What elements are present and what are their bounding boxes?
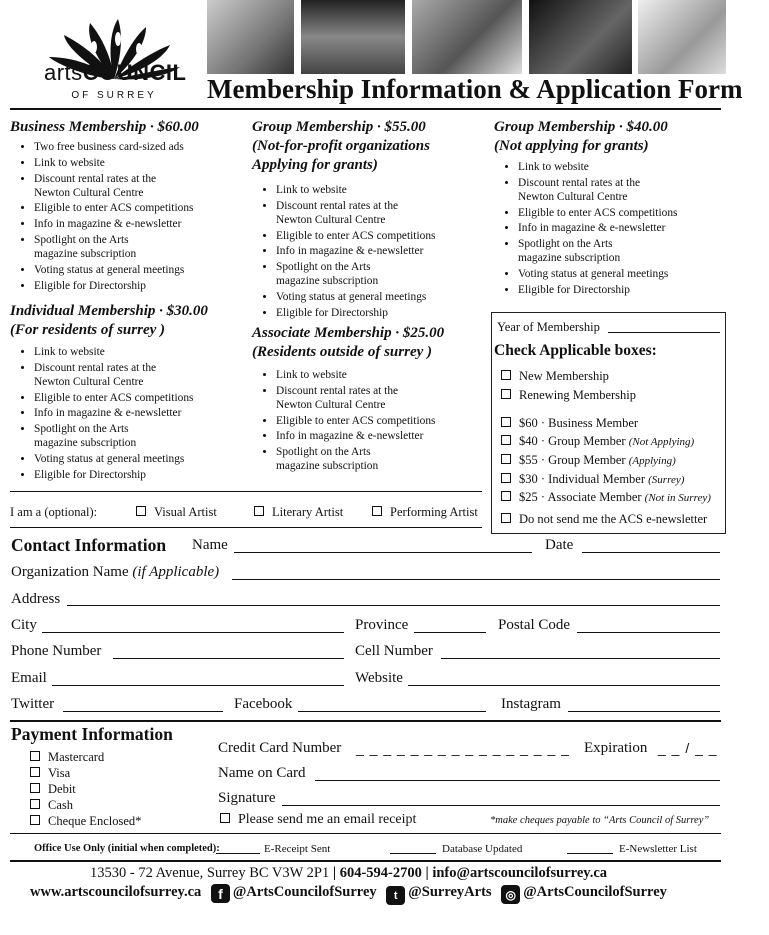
arts-council-logo bbox=[44, 2, 187, 102]
visa-option[interactable]: Visa bbox=[30, 766, 70, 781]
twitter-icon: t bbox=[386, 886, 405, 905]
cell-label: Cell Number bbox=[355, 643, 433, 659]
cheque-option[interactable]: Cheque Enclosed* bbox=[30, 814, 141, 829]
list-item: • Discount rental rates at the Newton Cultural Centre bbox=[34, 361, 184, 389]
list-item: • Spotlight on the Arts magazine subscription bbox=[276, 260, 406, 288]
associate-benefits bbox=[252, 368, 482, 473]
group-not-applying-option[interactable]: $40 · Group Member (Not Applying) bbox=[501, 434, 694, 449]
database-label: Database Updated bbox=[442, 843, 523, 855]
performing-artist-option[interactable]: Performing Artist bbox=[372, 505, 478, 520]
province-input[interactable] bbox=[414, 632, 486, 633]
contact-heading: Contact Information bbox=[11, 535, 167, 555]
divider bbox=[10, 491, 482, 492]
cheque-note: *make cheques payable to “Arts Council of Surrey” bbox=[490, 815, 710, 826]
instagram-handle[interactable]: @ArtsCouncilofSurrey bbox=[523, 884, 667, 900]
list-item: • Voting status at general meetings bbox=[34, 452, 240, 466]
group-np-subtitle: (Not-for-profit organizations Applying for grants) bbox=[252, 138, 430, 173]
org-address: 13530 - 72 Avenue, Surrey BC V3W 2P1 bbox=[90, 865, 330, 881]
artist-label: I am a (optional): bbox=[10, 505, 98, 519]
name-on-card-label: Name on Card bbox=[218, 765, 306, 781]
checkbox[interactable] bbox=[372, 506, 382, 516]
new-membership-option[interactable]: New Membership bbox=[501, 369, 609, 384]
debit-option[interactable]: Debit bbox=[30, 782, 76, 797]
group-na-subtitle: (Not applying for grants) bbox=[494, 138, 649, 154]
individual-title: Individual Membership · $30.00 bbox=[10, 303, 208, 319]
list-item: • Info in magazine & e-newsletter bbox=[518, 221, 724, 235]
twitter-input[interactable] bbox=[63, 711, 223, 712]
individual-membership bbox=[10, 302, 240, 484]
list-item: • Eligible to enter ACS competitions bbox=[34, 201, 240, 215]
address-input[interactable] bbox=[67, 605, 720, 606]
checkbox[interactable] bbox=[501, 491, 511, 501]
date-label: Date bbox=[545, 537, 574, 553]
list-item: • Spotlight on the Arts magazine subscription bbox=[34, 422, 164, 450]
list-item: • Voting status at general meetings bbox=[518, 267, 724, 281]
list-item: • Info in magazine & e-newsletter bbox=[34, 217, 240, 231]
list-item: • Eligible for Directorship bbox=[518, 283, 724, 297]
checkbox[interactable] bbox=[30, 799, 40, 809]
newsletter-initial-input[interactable] bbox=[567, 853, 613, 854]
business-benefits bbox=[10, 140, 240, 293]
cash-option[interactable]: Cash bbox=[30, 798, 73, 813]
logo-wordmark: artsCOUNCIL bbox=[44, 60, 187, 85]
list-item: • Eligible for Directorship bbox=[276, 306, 482, 320]
receipt-initial-input[interactable] bbox=[216, 853, 260, 854]
postal-label: Postal Code bbox=[498, 617, 571, 633]
associate-option[interactable]: $25 · Associate Member (Not in Surrey) bbox=[501, 490, 711, 505]
literary-artist-option[interactable]: Literary Artist bbox=[254, 505, 343, 520]
individual-benefits bbox=[10, 345, 240, 482]
receipt-sent-label: E-Receipt Sent bbox=[264, 843, 331, 855]
instagram-label: Instagram bbox=[501, 696, 561, 712]
divider bbox=[10, 720, 721, 722]
checkbox[interactable] bbox=[220, 813, 230, 823]
checkbox[interactable] bbox=[30, 783, 40, 793]
address-label: Address bbox=[11, 591, 61, 607]
group-np-benefits bbox=[252, 183, 482, 320]
checkbox[interactable] bbox=[501, 389, 511, 399]
photo-paintbrushes bbox=[301, 0, 405, 74]
checkbox[interactable] bbox=[254, 506, 264, 516]
email-input[interactable] bbox=[52, 685, 344, 686]
newsletter-label: E-Newsletter List bbox=[619, 843, 697, 855]
list-item: • Eligible for Directorship bbox=[34, 468, 240, 482]
checkbox[interactable] bbox=[30, 751, 40, 761]
checkbox[interactable] bbox=[501, 513, 511, 523]
email-label: Email bbox=[11, 670, 47, 686]
social-footer bbox=[30, 884, 667, 905]
no-newsletter-option[interactable]: Do not send me the ACS e-newsletter bbox=[501, 512, 707, 527]
renewing-option[interactable]: Renewing Membership bbox=[501, 388, 636, 403]
list-item: • Discount rental rates at the Newton Cultural Centre bbox=[34, 172, 184, 200]
facebook-label: Facebook bbox=[234, 696, 293, 712]
photo-dancer bbox=[207, 0, 294, 74]
list-item: • Discount rental rates at the Newton Cultural Centre bbox=[276, 384, 426, 412]
list-item: • Spotlight on the Arts magazine subscription bbox=[34, 233, 164, 261]
postal-input[interactable] bbox=[577, 632, 720, 633]
name-label: Name bbox=[192, 537, 228, 553]
instagram-icon: ◎ bbox=[501, 885, 520, 904]
page-title: Membership Information & Application Form bbox=[207, 74, 743, 104]
checkbox[interactable] bbox=[501, 370, 511, 380]
individual-option[interactable]: $30 · Individual Member (Surrey) bbox=[501, 472, 684, 487]
checkbox[interactable] bbox=[501, 435, 511, 445]
expiration-input[interactable]: _ _ / _ _ bbox=[658, 740, 718, 756]
list-item: • Spotlight on the Arts magazine subscription bbox=[518, 237, 648, 265]
date-input[interactable] bbox=[582, 552, 720, 553]
group-na-membership bbox=[494, 118, 724, 299]
list-item: • Eligible to enter ACS competitions bbox=[276, 414, 482, 428]
list-item: • Voting status at general meetings bbox=[34, 263, 240, 277]
group-na-title: Group Membership · $40.00 bbox=[494, 119, 668, 135]
org-input[interactable] bbox=[232, 579, 720, 580]
year-label: Year of Membership bbox=[497, 320, 600, 334]
signature-input[interactable] bbox=[282, 805, 720, 806]
checkbox[interactable] bbox=[501, 473, 511, 483]
signature-label: Signature bbox=[218, 790, 276, 806]
card-number-label: Credit Card Number bbox=[218, 740, 342, 756]
divider bbox=[10, 527, 482, 528]
associate-subtitle: (Residents outside of surrey ) bbox=[252, 344, 432, 360]
list-item: • Link to website bbox=[518, 160, 724, 174]
facebook-input[interactable] bbox=[298, 711, 486, 712]
list-item: • Two free business card-sized ads bbox=[34, 140, 240, 154]
list-item: • Link to website bbox=[34, 345, 240, 359]
divider bbox=[10, 108, 721, 110]
org-label: Organization Name (if Applicable) bbox=[11, 564, 220, 580]
logo-subtitle: OF SURREY bbox=[71, 90, 157, 101]
email-receipt-option[interactable]: Please send me an email receipt bbox=[220, 812, 416, 828]
org-email[interactable]: info@artscouncilofsurrey.ca bbox=[432, 865, 608, 881]
list-item: • Info in magazine & e-newsletter bbox=[276, 244, 482, 258]
divider bbox=[10, 833, 721, 834]
year-input[interactable] bbox=[608, 332, 720, 333]
photo-violin bbox=[529, 0, 632, 74]
website-label: Website bbox=[355, 670, 403, 686]
business-option[interactable]: $60 · Business Member bbox=[501, 416, 638, 431]
list-item: • Link to website bbox=[276, 368, 482, 382]
list-item: • Voting status at general meetings bbox=[276, 290, 482, 304]
payment-heading: Payment Information bbox=[11, 724, 173, 744]
website-input[interactable] bbox=[408, 685, 720, 686]
twitter-label: Twitter bbox=[11, 696, 55, 712]
phone-input[interactable] bbox=[113, 658, 344, 659]
list-item: • Eligible for Directorship bbox=[34, 279, 240, 293]
list-item: • Eligible to enter ACS competitions bbox=[518, 206, 724, 220]
divider bbox=[10, 860, 721, 862]
facebook-handle[interactable]: @ArtsCouncilofSurrey bbox=[232, 884, 377, 900]
cell-input[interactable] bbox=[441, 658, 720, 659]
twitter-handle[interactable]: @SurreyArts bbox=[408, 884, 492, 900]
photo-camera bbox=[412, 0, 522, 74]
list-item: • Info in magazine & e-newsletter bbox=[276, 429, 482, 443]
checkbox[interactable] bbox=[30, 815, 40, 825]
list-item: • Eligible to enter ACS competitions bbox=[34, 391, 240, 405]
photo-notebook bbox=[638, 0, 726, 74]
checkbox[interactable] bbox=[30, 767, 40, 777]
associate-membership bbox=[252, 324, 482, 475]
list-item: • Discount rental rates at the Newton Cultural Centre bbox=[276, 199, 426, 227]
list-item: • Eligible to enter ACS competitions bbox=[276, 229, 482, 243]
associate-title: Associate Membership · $25.00 bbox=[252, 325, 445, 341]
individual-subtitle: (For residents of surrey ) bbox=[10, 322, 166, 338]
list-item: • Link to website bbox=[276, 183, 482, 197]
checkbox[interactable] bbox=[501, 417, 511, 427]
facebook-icon: f bbox=[211, 884, 230, 903]
office-use-label: Office Use Only (initial when completed): bbox=[34, 843, 220, 854]
list-item: • Info in magazine & e-newsletter bbox=[34, 406, 240, 420]
city-input[interactable] bbox=[42, 632, 344, 633]
checkbox[interactable] bbox=[136, 506, 146, 516]
name-on-card-input[interactable] bbox=[315, 780, 720, 781]
province-label: Province bbox=[355, 617, 409, 633]
contact-footer: 13530 - 72 Avenue, Surrey BC V3W 2P1 | 604-594-2700 | info@artscouncilofsurrey.ca bbox=[90, 865, 608, 881]
list-item: • Link to website bbox=[34, 156, 240, 170]
city-label: City bbox=[11, 617, 37, 633]
database-initial-input[interactable] bbox=[390, 853, 436, 854]
list-item: • Spotlight on the Arts magazine subscription bbox=[276, 445, 406, 473]
visual-artist-option[interactable]: Visual Artist bbox=[136, 505, 217, 520]
card-number-input[interactable]: _ _ _ _ _ _ _ _ _ _ _ _ _ _ _ _ bbox=[356, 740, 570, 756]
mastercard-option[interactable]: Mastercard bbox=[30, 750, 104, 765]
org-phone[interactable]: 604-594-2700 bbox=[339, 865, 422, 881]
panel-heading: Check Applicable boxes: bbox=[494, 342, 657, 359]
group-np-title: Group Membership · $55.00 bbox=[252, 119, 426, 135]
group-na-benefits bbox=[494, 160, 724, 297]
name-input[interactable] bbox=[234, 552, 532, 553]
website-link[interactable]: www.artscouncilofsurrey.ca bbox=[30, 884, 202, 900]
checkbox[interactable] bbox=[501, 454, 511, 464]
phone-label: Phone Number bbox=[11, 643, 102, 659]
expiration-label: Expiration bbox=[584, 740, 648, 756]
business-membership bbox=[10, 118, 240, 294]
group-applying-option[interactable]: $55 · Group Member (Applying) bbox=[501, 453, 676, 468]
instagram-input[interactable] bbox=[568, 711, 720, 712]
business-title: Business Membership · $60.00 bbox=[10, 119, 199, 135]
list-item: • Discount rental rates at the Newton Cultural Centre bbox=[518, 176, 668, 204]
group-np-membership bbox=[252, 118, 482, 322]
